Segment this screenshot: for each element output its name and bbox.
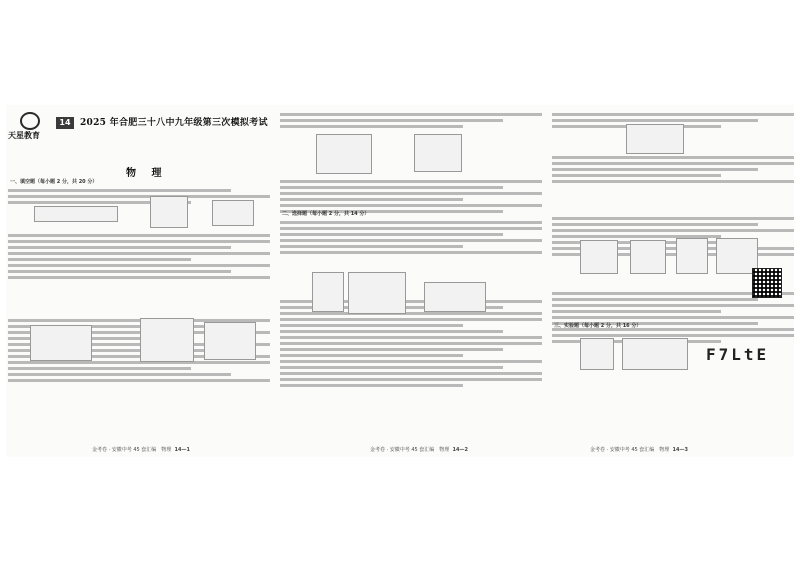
section-fill-blank: 一、填空题（每小题 2 分，共 20 分） bbox=[10, 179, 98, 185]
publisher-logo bbox=[8, 112, 48, 146]
footer-left-2: 金考卷 · 安徽中考 45 套汇编 物理 14—2 bbox=[370, 447, 468, 453]
figure-ice bbox=[150, 196, 188, 228]
exam-title: 2025 年合肥三十八中九年级第三次模拟考试 bbox=[80, 118, 268, 128]
figure-circuit-a bbox=[316, 134, 372, 174]
flower-icon bbox=[20, 112, 40, 130]
figure-ladder bbox=[140, 318, 194, 362]
figure-ruler bbox=[34, 206, 118, 222]
qr-code bbox=[752, 268, 782, 298]
brand-name: 天星教育 bbox=[8, 131, 40, 140]
subject-title: 物 理 bbox=[126, 168, 168, 179]
figure-candle-b bbox=[622, 338, 688, 370]
footer-left-1: 金考卷 · 安徽中考 45 套汇编 物理 14—1 bbox=[92, 447, 190, 453]
figure-container bbox=[626, 124, 684, 154]
figure-candle-a bbox=[580, 338, 614, 370]
figure-device-c bbox=[676, 238, 708, 274]
figure-cart bbox=[424, 282, 486, 312]
page-badge: 14 bbox=[56, 117, 74, 129]
figure-device-b bbox=[630, 240, 666, 274]
figure-setup bbox=[312, 272, 344, 312]
figure-optics bbox=[30, 325, 92, 361]
figure-device-a bbox=[580, 240, 618, 274]
figure-circuit-b bbox=[414, 134, 462, 172]
section-experiment: 三、实验题（每小题 2 分，共 16 分） bbox=[554, 323, 642, 329]
mirror-digits: F7LtE bbox=[706, 345, 770, 364]
section-choice: 二、选择题（每小题 2 分，共 14 分） bbox=[282, 211, 370, 217]
figure-boat bbox=[212, 200, 254, 226]
figure-slope bbox=[204, 322, 256, 360]
footer-left-3: 金考卷 · 安徽中考 45 套汇编 物理 14—3 bbox=[590, 447, 688, 453]
figure-graph bbox=[348, 272, 406, 314]
